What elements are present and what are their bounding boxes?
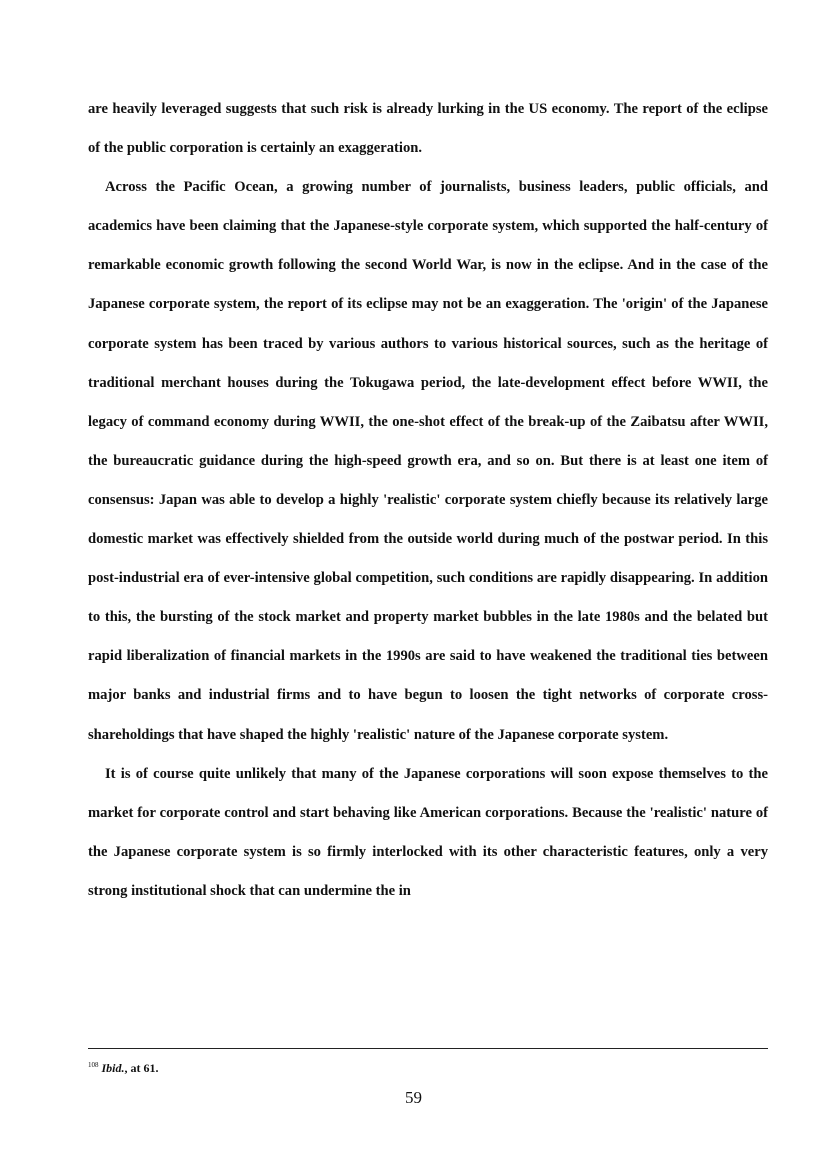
paragraph: Across the Pacific Ocean, a growing number of journalists, business leaders, public officials, and academics have been claiming that the Japanese-style corporate system, which supported the half-century of remarkable economic growth following the second World War, is now in the eclipse. And in the case of the Japanese corporate system, the report of its eclipse may not be an exaggeration. The 'origin' of the Japanese corporate system has been traced by various authors to various historical sources, such as the heritage of traditional merchant houses during the Tokugawa period, the late-development effect before WWII, the legacy of command economy during WWII, the one-shot effect of the break-up of the Zaibatsu after WWII, the bureaucratic guidance during the high-speed growth era, and so on. But there is at least one item of consensus: Japan was able to develop a highly 'realistic' corporate system chiefly because its relatively large domestic market was effectively shielded from the outside world during much of the postwar period. In this post-industrial era of ever-intensive global competition, such conditions are rapidly disappearing. In addition to this, the bursting of the stock market and property market bubbles in the late 1980s and the belated but rapid liberalization of financial markets in the 1990s are said to have weakened the traditional ties between major banks and industrial firms and to have begun to loosen the tight networks of corporate cross-shareholdings that have shaped the highly 'realistic' nature of the Japanese corporate system. xyxy=(88,179,768,743)
footnote-text: , at 61. xyxy=(124,1061,159,1075)
footnote xyxy=(88,1057,159,1076)
paragraph-continued: are heavily leveraged suggests that such risk is already lurking in the US economy. The report of the eclipse of the public corporation is certainly an exaggeration. xyxy=(88,101,768,157)
footnote-ibid: Ibid. xyxy=(101,1061,125,1075)
page-number: 59 xyxy=(405,1088,422,1107)
footnote-number: 108 xyxy=(88,1061,99,1069)
paragraph: It is of course quite unlikely that many of the Japanese corporations will soon expose themselves to the market for corporate control and start behaving like American corporations. Because the 'realistic' nature of the Japanese corporate system is so firmly interlocked with its other characteristic features, only a very strong institutional shock that can undermine the in xyxy=(88,765,768,899)
body-text xyxy=(88,90,768,911)
footnote-divider xyxy=(88,1048,768,1049)
